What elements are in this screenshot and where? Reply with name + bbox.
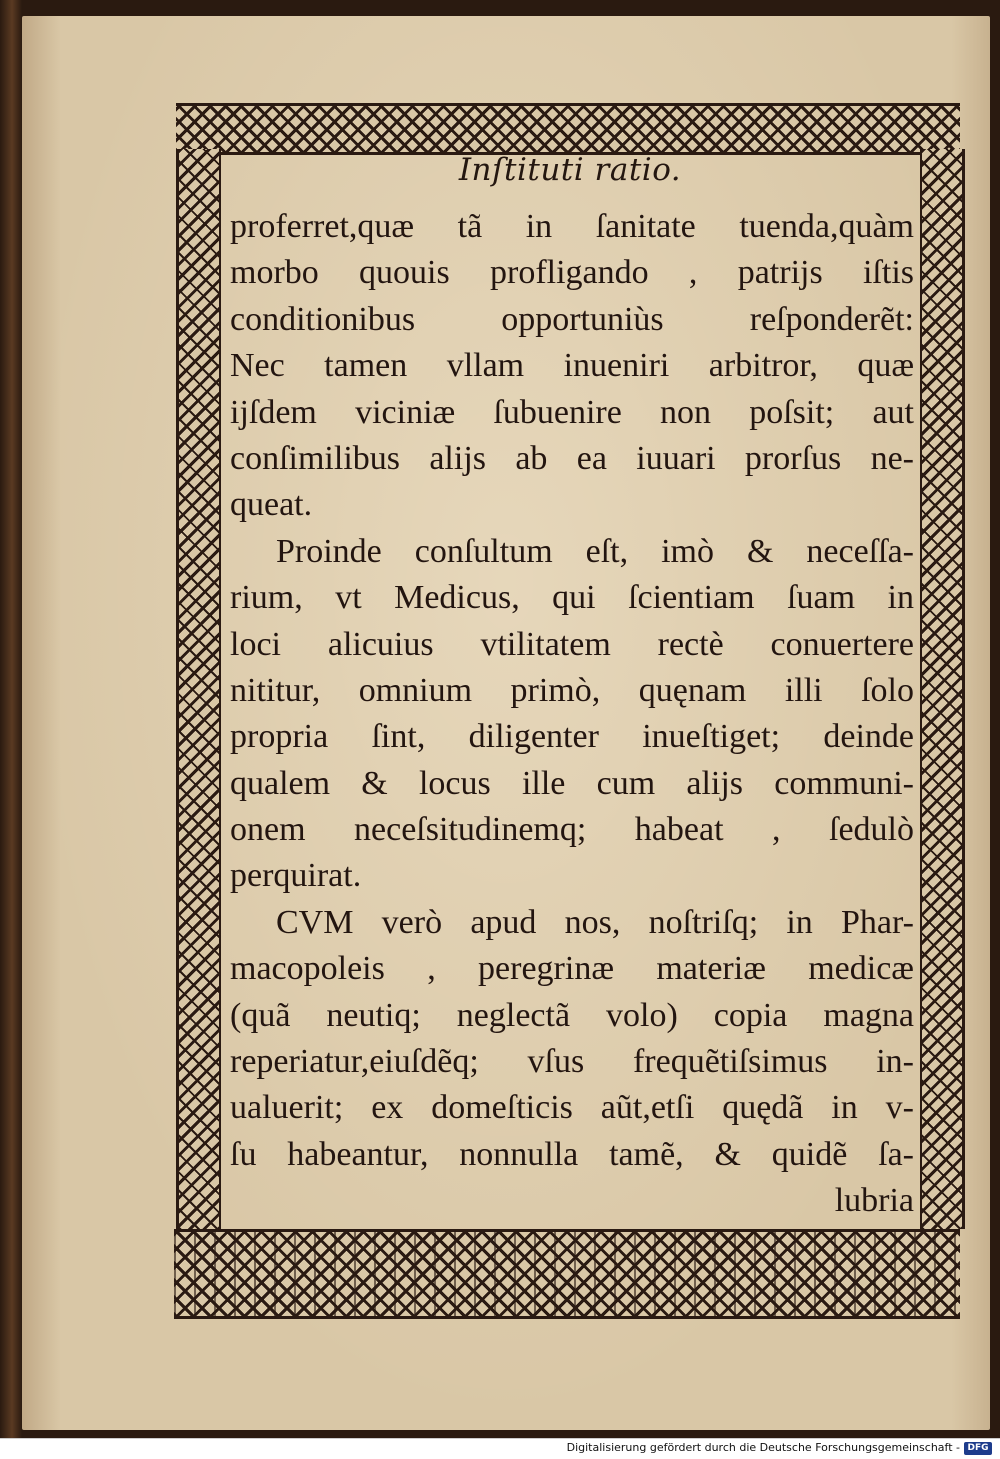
text-line: onem neceſsitudinemq; habeat , ſedulò <box>230 811 914 849</box>
text-line: Nec tamen vllam inueniri arbitror, quæ <box>230 347 914 385</box>
running-head: Inſtituti ratio. <box>458 152 682 188</box>
text-line: ijſdem viciniæ ſubuenire non poſsit; aut <box>230 393 914 431</box>
text-line: conſimilibus alijs ab ea iuuari prorſus ne- <box>230 439 914 477</box>
text-line: macopoleis , peregrinæ materiæ medicæ <box>230 950 914 988</box>
text-line: proferret,quæ tã in ſanitate tuenda,quàm <box>230 208 914 245</box>
text-line: morbo quouis profligando , patrijs iſtis <box>230 254 914 292</box>
ornamental-border-left <box>176 149 221 1229</box>
text-line: loci alicuius vtilitatem rectè conuertere <box>230 625 914 663</box>
digitization-credit: Digitalisierung gefördert durch die Deutsche Forschungsgemeinschaft - <box>566 1441 960 1454</box>
text-line: CVM verò apud nos, noſtriſq; in Phar- <box>276 903 914 941</box>
text-line: perquirat. <box>230 857 362 895</box>
ornamental-border-right <box>920 149 965 1229</box>
footer-bar <box>0 1438 1000 1459</box>
dfg-logo-icon: DFG <box>964 1442 992 1455</box>
text-line: lubria <box>834 1182 914 1220</box>
ornamental-border-top <box>176 103 960 155</box>
text-block <box>230 204 914 1225</box>
text-line: propria ſint, diligenter inueſtiget; deinde <box>230 718 914 756</box>
text-line: reperiatur,eiuſdẽq; vſus frequẽtiſsimus in- <box>230 1043 914 1081</box>
text-line: queat. <box>230 486 313 524</box>
text-line: Proinde conſultum eſt, imò & neceſſa- <box>276 532 914 570</box>
text-line: qualem & locus ille cum alijs communi- <box>230 764 914 802</box>
text-line: ſu habeantur, nonnulla tamẽ, & quidẽ ſa- <box>230 1135 914 1173</box>
text-line: ualuerit; ex domeſticis aũt,etſi quędã in v- <box>230 1089 914 1127</box>
ornamental-border-bottom <box>174 1229 960 1319</box>
text-line: nititur, omnium primò, quęnam illi ſolo <box>230 671 914 709</box>
text-line: rium, vt Medicus, qui ſcientiam ſuam in <box>230 579 914 617</box>
text-line: (quã neutiq; neglectã volo) copia magna <box>230 996 914 1034</box>
text-line: conditionibus opportuniùs reſponderẽt: <box>230 300 914 338</box>
